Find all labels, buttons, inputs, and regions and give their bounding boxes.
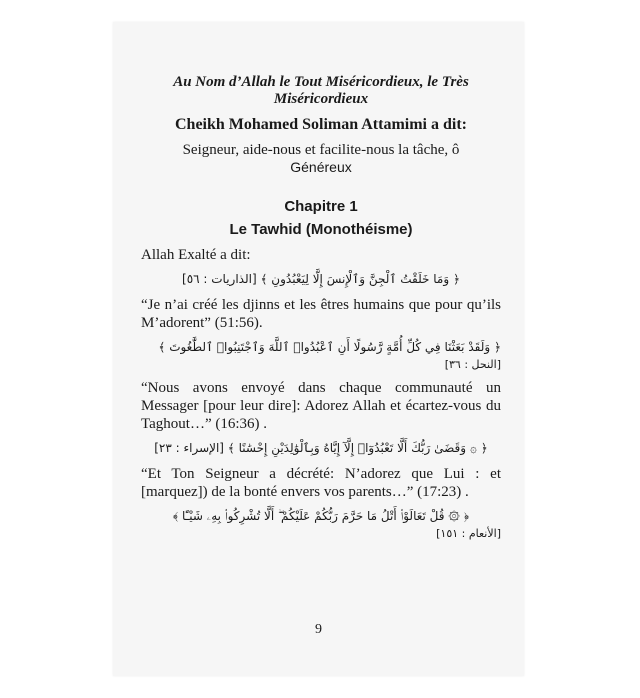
prayer-text — [141, 142, 501, 176]
author-line: Cheikh Mohamed Soliman Attamimi a dit: — [174, 116, 467, 133]
page-number: 9 — [315, 622, 322, 637]
verse-4-arabic: ﴿ ۞ قُلْ تَعَالَوْا۟ أَتْلُ مَا حَرَّمَ رَبُّكُمْ عَلَيْكُمْ ۖ أَلَّا تُشْرِكُوا۟ بِهِۦ شَيْـًٔا ﴾ — [172, 509, 470, 523]
verse-3-arabic: ﴿ ۞ وَقَضَىٰ رَبُّكَ أَلَّا تَعْبُدُوٓا۟ إِلَّآ إِيَّاهُ وَبِٱلْوَٰلِدَيْنِ إِحْسَٰنًا ﴾ [الإسراء : ٢٣] — [154, 441, 488, 455]
verse-1-arabic: ﴿ وَمَا خَلَقْتُ ٱلْجِنَّ وَٱلْإِنسَ إِلَّا لِيَعْبُدُونِ ﴾ [الذاريات : ٥٦] — [182, 272, 460, 286]
basmala-heading: Au Nom d’Allah le Tout Miséricordieux, le Très Miséricordieux — [173, 74, 469, 107]
verse-2-translation: “Nous avons envoyé dans chaque communauté un Messager [pour leur dire]: Adorez Allah et écartez-vous du Taghout…” (16:36) . — [141, 380, 501, 432]
prayer-line-2: Généreux — [290, 159, 352, 175]
verse-2-reference: [النحل : ٣٦] — [444, 358, 501, 371]
book-page — [113, 22, 524, 676]
chapter-title: Le Tawhid (Monothéisme) — [229, 221, 413, 238]
prayer-line-1: Seigneur, aide-nous et facilite-nous la tâche, ô — [182, 142, 460, 158]
page-content — [141, 74, 501, 540]
intro-text: Allah Exalté a dit: — [141, 247, 251, 263]
chapter-label: Chapitre 1 — [284, 198, 358, 215]
verse-4-reference: [الأنعام : ١٥١] — [436, 527, 501, 540]
verse-3-translation: “Et Ton Seigneur a décrété: N’adorez que Lui : et [marquez]) de la bonté envers vos parents…” (17:23) . — [141, 466, 501, 500]
verse-1-translation: “Je n’ai créé les djinns et les êtres humains que pour qu’ils M’adorent” (51:56). — [141, 297, 501, 331]
verse-2-arabic: ﴿ وَلَقَدْ بَعَثْنَا فِي كُلِّ أُمَّةٍ رَّسُولًا أَنِ ٱعْبُدُوا۟ ٱللَّهَ وَٱجْتَنِبُوا۟ ٱلطَّٰغُوتَ ﴾ — [158, 340, 501, 354]
